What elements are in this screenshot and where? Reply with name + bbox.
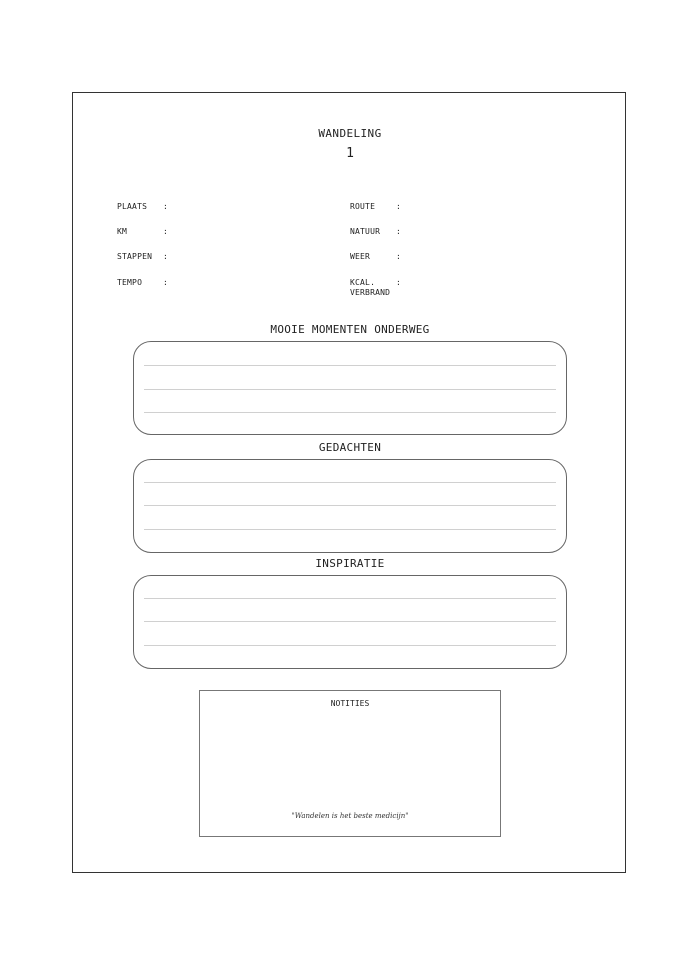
field-label-km: KM: [117, 227, 128, 236]
writing-line: [144, 412, 556, 413]
section-title-moments: MOOIE MOMENTEN ONDERWEG: [270, 323, 430, 336]
writing-line: [144, 482, 556, 483]
writing-line: [144, 529, 556, 530]
field-label-route: ROUTE: [350, 202, 376, 211]
field-label-tempo: TEMPO: [117, 278, 143, 287]
notes-box[interactable]: [199, 690, 501, 837]
field-colon: :: [396, 278, 401, 287]
moments-box[interactable]: [133, 341, 567, 435]
field-colon: :: [163, 278, 168, 287]
field-label-plaats: PLAATS: [117, 202, 148, 211]
writing-line: [144, 505, 556, 506]
field-colon: :: [396, 252, 401, 261]
field-colon: :: [163, 227, 168, 236]
notes-quote: "Wandelen is het beste medicijn": [291, 812, 409, 820]
field-colon: :: [396, 227, 401, 236]
field-label-kcal: KCAL. VERBRAND: [350, 278, 391, 297]
section-title-inspiration: INSPIRATIE: [315, 557, 385, 570]
field-colon: :: [396, 202, 401, 211]
writing-line: [144, 621, 556, 622]
field-label-weer: WEER: [350, 252, 371, 261]
writing-line: [144, 598, 556, 599]
field-label-natuur: NATUUR: [350, 227, 381, 236]
writing-line: [144, 365, 556, 366]
page-title: WANDELING: [318, 127, 382, 140]
section-title-thoughts: GEDACHTEN: [318, 441, 382, 454]
writing-line: [144, 645, 556, 646]
field-colon: :: [163, 202, 168, 211]
field-colon: :: [163, 252, 168, 261]
writing-line: [144, 389, 556, 390]
thoughts-box[interactable]: [133, 459, 567, 553]
field-label-stappen: STAPPEN: [117, 252, 153, 261]
inspiration-box[interactable]: [133, 575, 567, 669]
notes-title: NOTITIES: [330, 699, 370, 708]
walk-number: 1: [346, 146, 354, 161]
